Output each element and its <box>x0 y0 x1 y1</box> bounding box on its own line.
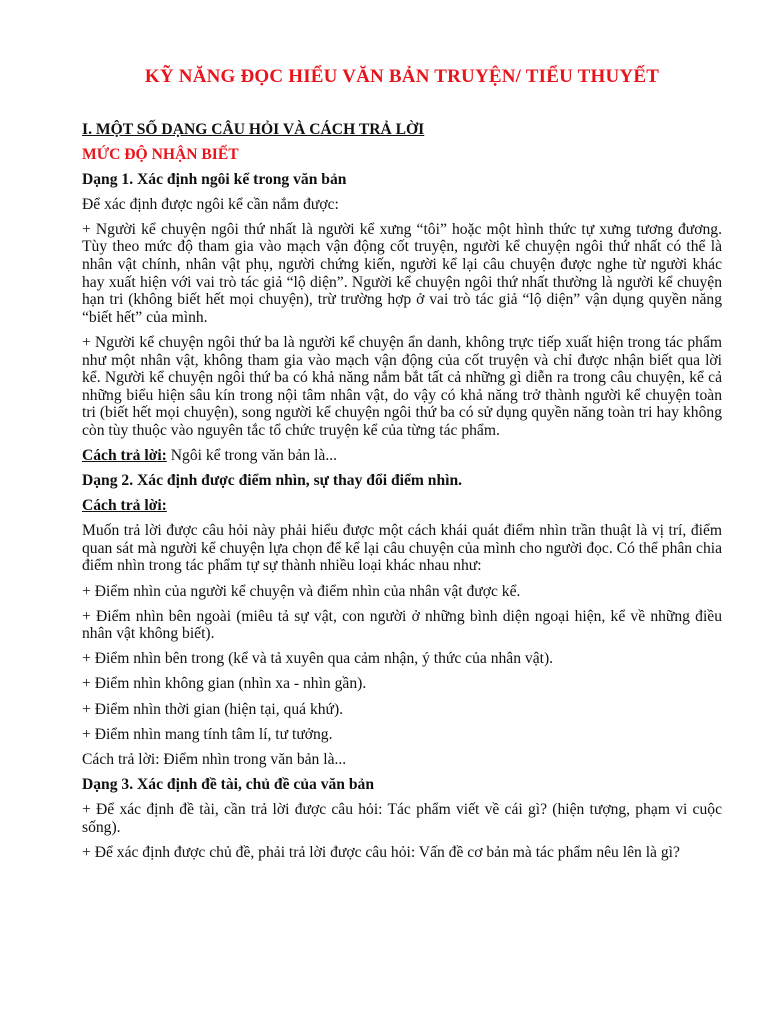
dang2-heading: Dạng 2. Xác định được điểm nhìn, sự thay đổi điểm nhìn. <box>82 472 463 490</box>
dang3-paragraph-1: + Để xác định đề tài, cần trả lời được câu hỏi: Tác phẩm viết về cái gì? (hiện tượng, phạm vi cuộc sống). <box>82 800 722 836</box>
dang2-item: + Điểm nhìn bên ngoài (miêu tả sự vật, con người ở những bình diện ngoại hiện, kể về những điều nhân vật không biết). <box>82 607 722 643</box>
dang2-item: + Điểm nhìn mang tính tâm lí, tư tưởng. <box>82 725 333 743</box>
dang1-heading: Dạng 1. Xác định ngôi kể trong văn bản <box>82 170 347 188</box>
dang2-item: + Điểm nhìn không gian (nhìn xa - nhìn gần). <box>82 675 367 693</box>
dang1-paragraph-1: + Người kể chuyện ngôi thứ nhất là người kể xưng “tôi” hoặc một hình thức tự xưng tương đương. Tùy theo mức độ tham gia vào mạch vận động cốt truyện, người kể chuyện ngôi thứ nhất có thể là nhân vật chính, nhân vật phụ, người chứng kiến, người kể lại câu chuyện được nghe từ người khác hay xuất hiện với vai trò tác giả “lộ diện”. Người kể chuyện ngôi thứ nhất thường là người kể chuyện hạn tri (không biết hết mọi chuyện), trừ trường hợp ở vai trò tác giả “lộ diện” vận dụng quyền năng “biết hết” của mình. <box>82 220 722 326</box>
dang2-paragraph-1: Muốn trả lời được câu hỏi này phải hiểu được một cách khái quát điểm nhìn trần thuật là vị trí, điểm quan sát mà người kể chuyện lựa chọn để kể lại câu chuyện của mình cho người đọc. Có thể phân chia điểm nhìn trong tác phẩm tự sự thành nhiều loại khác nhau như: <box>82 522 722 575</box>
dang1-intro: Để xác định được ngôi kể cần nắm được: <box>82 195 339 213</box>
document-title: KỸ NĂNG ĐỌC HIỂU VĂN BẢN TRUYỆN/ TIỂU THUYẾT <box>144 66 660 87</box>
dang2-answer-line: Cách trả lời: Điểm nhìn trong văn bản là... <box>82 750 347 768</box>
dang1-answer-label: Cách trả lời: <box>82 447 167 464</box>
dang2-item: + Điểm nhìn của người kể chuyện và điểm nhìn của nhân vật được kể. <box>82 582 521 600</box>
dang1-answer <box>82 447 722 465</box>
dang3-heading: Dạng 3. Xác định đề tài, chủ đề của văn bản <box>82 775 375 793</box>
dang1-answer-text: Ngôi kể trong văn bản là... <box>166 447 338 464</box>
dang1-paragraph-2: + Người kể chuyện ngôi thứ ba là người kể chuyện ẩn danh, không trực tiếp xuất hiện trong tác phẩm như một nhân vật, không tham gia vào mạch vận động của cốt truyện và chỉ được nhận biết qua lời kể. Người kể chuyện ngôi thứ ba có khả năng nắm bắt tất cả những gì diễn ra trong câu chuyện, kể cả những biểu hiện sâu kín trong nội tâm nhân vật, do vậy có khả năng trở thành người kể chuyện toàn tri (biết hết mọi chuyện), song người kể chuyện ngôi thứ ba có sử dụng quyền năng toàn tri hay không còn tùy thuộc vào nguyên tắc tổ chức truyện kể của từng tác phẩm. <box>82 333 722 439</box>
dang2-item: + Điểm nhìn bên trong (kể và tả xuyên qua cảm nhận, ý thức của nhân vật). <box>82 650 554 668</box>
dang2-answer-label: Cách trả lời: <box>82 497 167 515</box>
dang3-paragraph-2: + Để xác định được chủ đề, phải trả lời được câu hỏi: Vấn đề cơ bản mà tác phẩm nêu lên là gì? <box>82 843 680 861</box>
level-heading: MỨC ĐỘ NHẬN BIẾT <box>82 145 239 163</box>
document-body <box>82 121 722 869</box>
dang2-item: + Điểm nhìn thời gian (hiện tại, quá khứ). <box>82 700 344 718</box>
section-heading: I. MỘT SỐ DẠNG CÂU HỎI VÀ CÁCH TRẢ LỜI <box>82 121 425 138</box>
